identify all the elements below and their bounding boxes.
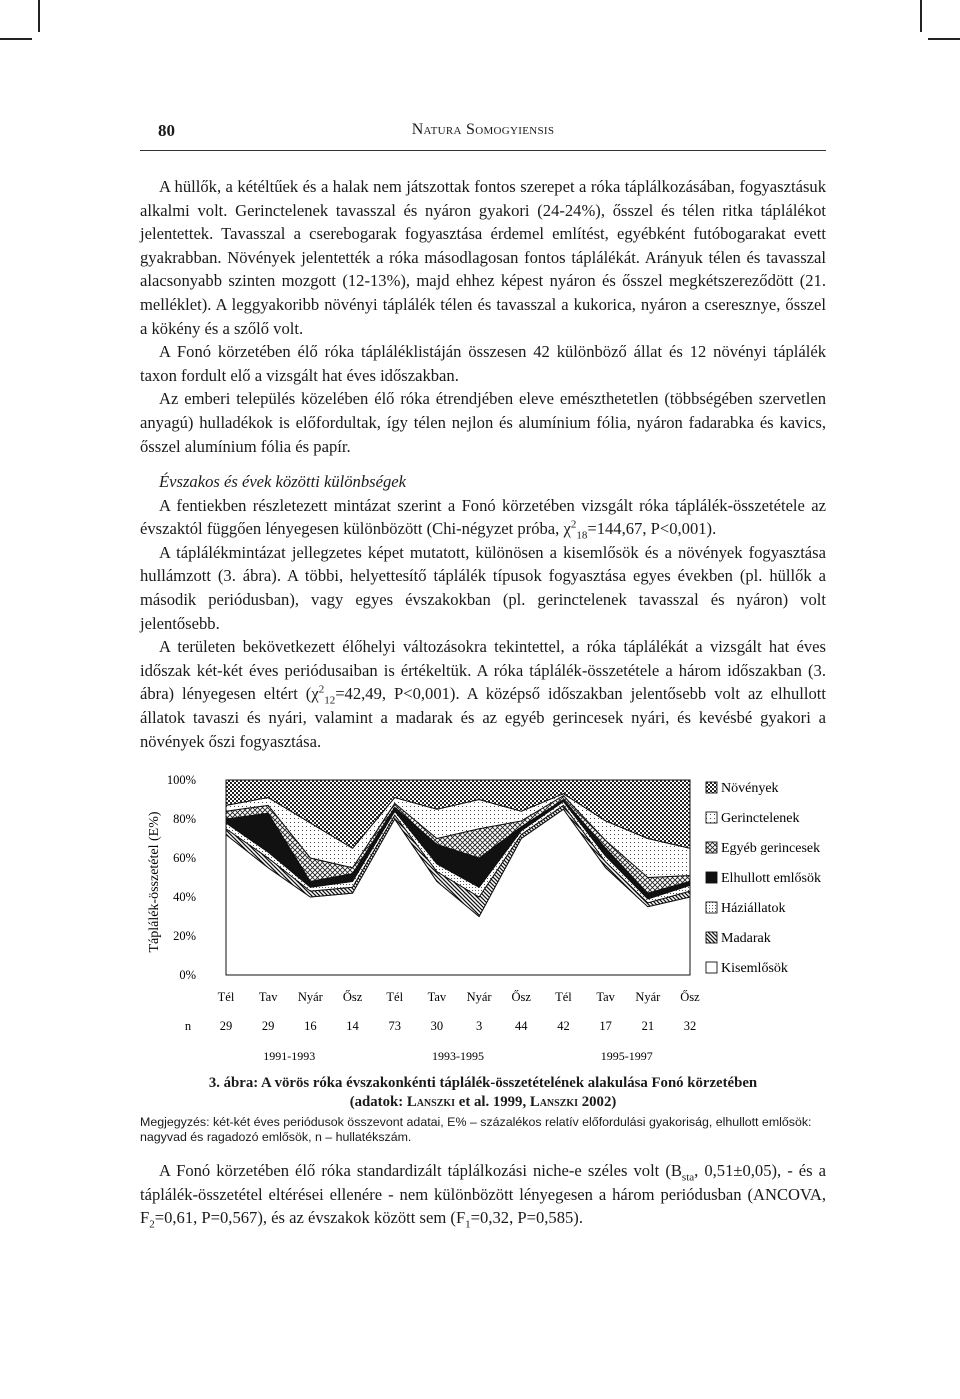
x-tick-label: Tav <box>258 990 278 1004</box>
journal-title: Natura Somogyiensis <box>411 121 555 138</box>
n-value: 16 <box>304 1019 317 1033</box>
n-value: 42 <box>557 1019 570 1033</box>
legend-label: Egyéb gerincesek <box>721 841 821 856</box>
y-axis <box>167 773 196 982</box>
legend-label: Elhullott emlősök <box>721 871 821 886</box>
paragraph: A Fonó körzetében élő róka standardizált táplálkozási niche-e széles volt ($B_{sta}$, 0,51±0,05), - és a táplálék-összetétel eltérései ellenére - nem különbözött lényegesen a három periódusban (ANCOVA, $F_2=0,61$, P=0,567), és az évszakok között sem ($F_1=0,32$, P=0,585). <box>140 1161 826 1231</box>
x-tick-label: Tav <box>427 990 447 1004</box>
x-tick-label: Nyár <box>635 990 661 1004</box>
n-value: 29 <box>261 1019 275 1033</box>
legend-swatch <box>706 812 717 823</box>
n-value: 44 <box>515 1019 528 1033</box>
y-tick-label: 20% <box>173 929 196 943</box>
x-tick-label: Tél <box>386 990 404 1004</box>
x-tick-label: Tél <box>555 990 572 1004</box>
legend-swatch <box>706 902 717 913</box>
header-rule <box>140 150 826 151</box>
paragraph: A Fonó körzetében élő róka tápláléklistáján összesen 42 különböző állat és 12 növényi táplálék taxon fordult elő a vizsgált hat éves időszakban. <box>140 342 826 385</box>
area-layers <box>226 780 690 975</box>
crop-mark-top-right-h <box>928 38 960 40</box>
legend-label: Háziállatok <box>721 901 786 916</box>
page-number: 80 <box>158 121 175 140</box>
n-value: 21 <box>641 1019 655 1033</box>
section-title: Évszakos és évek közötti különbségek <box>159 472 406 491</box>
n-value: 30 <box>430 1019 444 1033</box>
n-value: 3 <box>475 1019 483 1033</box>
x-tick-label: Ősz <box>511 990 531 1004</box>
section-body <box>140 470 826 753</box>
n-value: 17 <box>599 1019 612 1033</box>
x-tick-label: Nyár <box>297 990 323 1004</box>
paragraph: A táplálékmintázat jellegzetes képet mutatott, különösen a kisemlősök és a növények fogyasztása hullámzott (3. ábra). A többi, helyettesítő táplálék típusok fogyasztása egyes években (pl. hüllők a második periódusban), vagy egyes évszakokban (pl. gerinctelenek tavasszal és nyáron) volt jelentősebb. <box>140 542 826 633</box>
period-label: 1991-1993 <box>263 1049 316 1063</box>
n-value: 29 <box>219 1019 233 1033</box>
x-tick-label: Ősz <box>342 990 363 1004</box>
legend-label: Gerinctelenek <box>721 811 800 826</box>
paragraph: Az emberi település közelében élő róka étrendjében eleve emészthetetlen (többségében szervetlen anyagú) hulladékok is előfordultak, így télen nejlon és alumínium fólia, nyáron fadarabka és kavics, ősszel alumínium fólia és papír. <box>140 389 826 456</box>
period-label: 1995-1997 <box>600 1049 653 1063</box>
chart-legend <box>706 781 821 976</box>
crop-mark-top-left <box>38 0 40 32</box>
page-header <box>140 118 826 150</box>
legend-swatch <box>706 872 717 883</box>
paragraph: A hüllők, a kétéltűek és a halak nem játszottak fontos szerepet a róka táplálkozásában, fogyasztásuk alkalmi volt. Gerinctelenek tavasszal és nyáron gyakori (24-24%), ősszel és télen ritka táplálékot jelentettek. Tavasszal a cserebogarak fogyasztása érdemel említést, egyébként futóbogarakat evett gyakrabban. Növények jelentették a róka másodlagosan fontos táplálékát. Arányuk télen és tavasszal alacsonyabb szinten mozgott (12-13%), majd ehhez képest nyáron és ősszel megkétszereződött (21. melléklet). A leggyakoribb növényi táplálék télen és tavasszal a kukorica, nyáron a cseresznye, ősszel a kökény és a szőlő volt. <box>140 177 826 338</box>
y-tick-label: 60% <box>173 851 196 865</box>
x-axis <box>185 990 700 1063</box>
n-value: 14 <box>346 1019 359 1033</box>
x-tick-label: Tav <box>596 990 615 1004</box>
figure-caption <box>140 1074 826 1112</box>
paragraph: A fentiekben részletezett mintázat szerint a Fonó körzetében vizsgált róka táplálék-összetétele az évszaktól függően lényegesen különbözött (Chi-négyzet próba, $\chi^2_{18}=144,67$, P<0,001). <box>140 495 826 542</box>
figure-note: Megjegyzés: két-két éves periódusok összevont adatai, E% – százalékos relatív előfordulási gyakoriság, elhullott emlősök: nagyvad és ragadozó emlősök, n – hullatékszám. <box>140 1115 812 1144</box>
legend-swatch <box>706 782 717 793</box>
crop-mark-top-left-h <box>0 38 32 40</box>
figure-3-chart <box>130 770 830 1070</box>
body-top <box>140 175 826 458</box>
caption-line-1: 3. ábra: A vörös róka évszakonkénti táplálék-összetételének alakulása Fonó körzetében <box>208 1075 758 1091</box>
stacked-area-chart <box>130 770 830 1070</box>
y-axis-label: Táplálék-összetétel (E%) <box>147 811 162 953</box>
paragraph: A területen bekövetkezett élőhelyi változásokra tekintettel, a róka táplálékát a vizsgált hat éves időszak két-két éves periódusaiban is értékeltük. A róka táplálék-összetétele a három időszakban (3. ábra) lényegesen eltért ($\chi^2_{12}=42,49$, P<0,001). A középső időszakban jelentősebb volt az elhullott állatok tavaszi és nyári, valamint a madarak és az egyéb gerincesek nyári, és kevésbé gyakori a növények őszi fogyasztása. <box>140 637 826 751</box>
crop-mark-top-right <box>920 0 922 32</box>
y-tick-label: 100% <box>166 773 196 787</box>
legend-swatch <box>706 932 717 943</box>
body-bottom <box>140 1159 826 1230</box>
caption-line-2: (adatok: Lanszki et al. 1999, Lanszki 2002) <box>349 1094 617 1110</box>
legend-label: Madarak <box>721 931 771 946</box>
period-label: 1993-1995 <box>432 1049 484 1063</box>
x-tick-label: Ősz <box>680 990 700 1004</box>
legend-label: Kisemlősök <box>721 961 788 976</box>
legend-label: Növények <box>721 781 779 796</box>
x-tick-label: Tél <box>217 990 235 1004</box>
x-tick-label: Nyár <box>466 990 492 1004</box>
y-tick-label: 80% <box>173 812 196 826</box>
n-value: 73 <box>388 1019 401 1033</box>
y-tick-label: 0% <box>179 968 196 982</box>
n-label: n <box>184 1019 192 1033</box>
y-tick-label: 40% <box>173 890 196 904</box>
legend-swatch <box>706 962 717 973</box>
legend-swatch <box>706 842 717 853</box>
n-value: 32 <box>683 1019 697 1033</box>
